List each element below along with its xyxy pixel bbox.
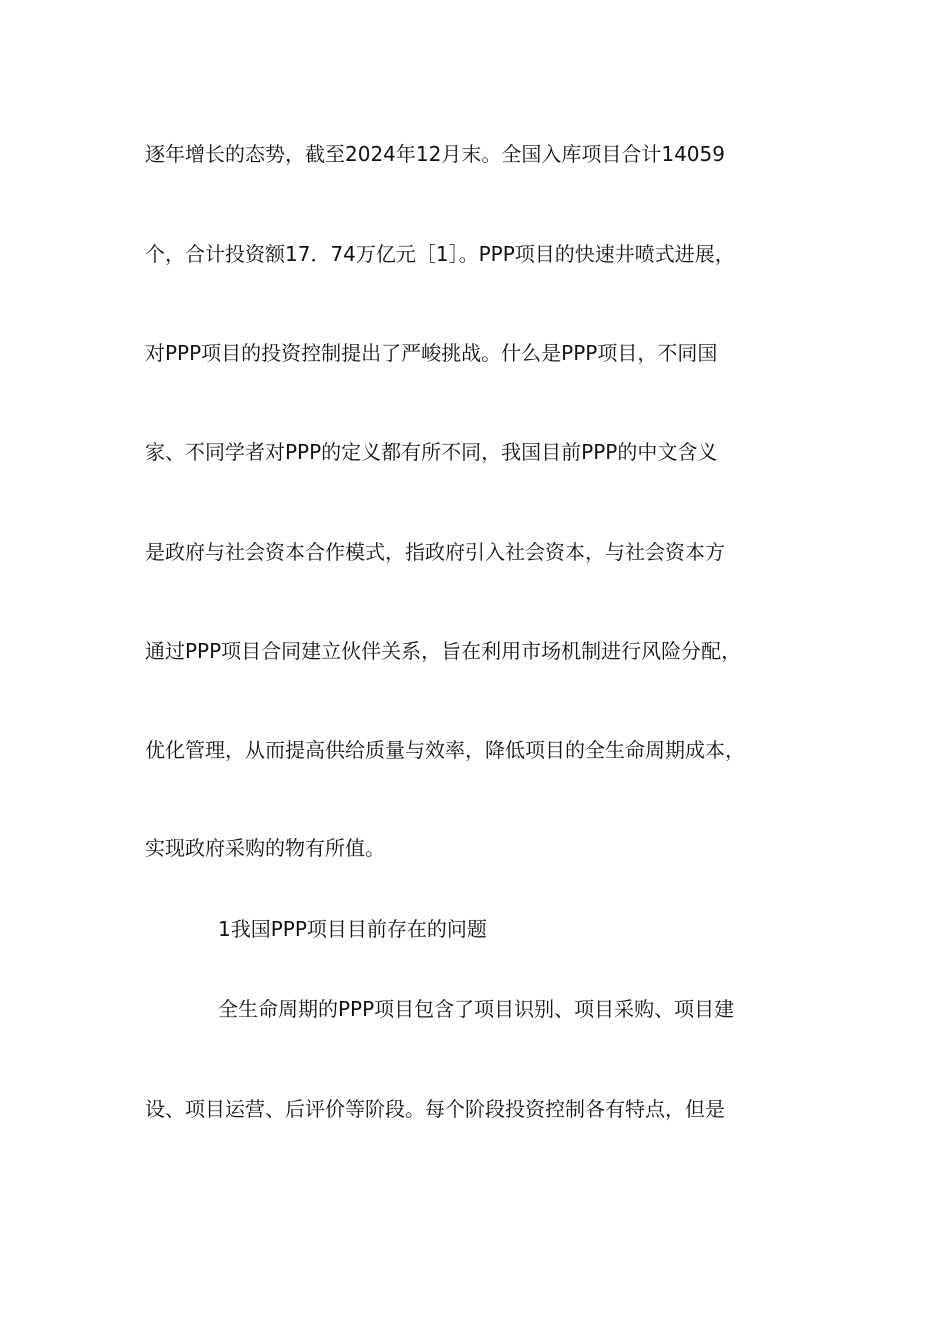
paragraph-line: 个，合计投资额17．74万亿元［1］。PPP项目的快速井喷式进展， bbox=[145, 242, 735, 266]
section-heading: 1我国PPP项目目前存在的问题 bbox=[218, 917, 487, 941]
paragraph-line: 逐年增长的态势，截至2024年12月末。全国入库项目合计14059 bbox=[145, 142, 725, 166]
paragraph-line: 是政府与社会资本合作模式，指政府引入社会资本，与社会资本方 bbox=[145, 540, 725, 564]
paragraph-line: 全生命周期的PPP项目包含了项目识别、项目采购、项目建 bbox=[218, 997, 735, 1021]
paragraph-line: 优化管理，从而提高供给质量与效率，降低项目的全生命周期成本， bbox=[145, 738, 745, 762]
paragraph-line: 设、项目运营、后评价等阶段。每个阶段投资控制各有特点，但是 bbox=[145, 1097, 725, 1121]
paragraph-line: 通过PPP项目合同建立伙伴关系，旨在利用市场机制进行风险分配， bbox=[145, 639, 742, 663]
paragraph-line: 家、不同学者对PPP的定义都有所不同，我国目前PPP的中文含义 bbox=[145, 440, 718, 464]
paragraph-line: 对PPP项目的投资控制提出了严峻挑战。什么是PPP项目，不同国 bbox=[145, 341, 718, 365]
paragraph-line: 实现政府采购的物有所值。 bbox=[145, 836, 385, 860]
